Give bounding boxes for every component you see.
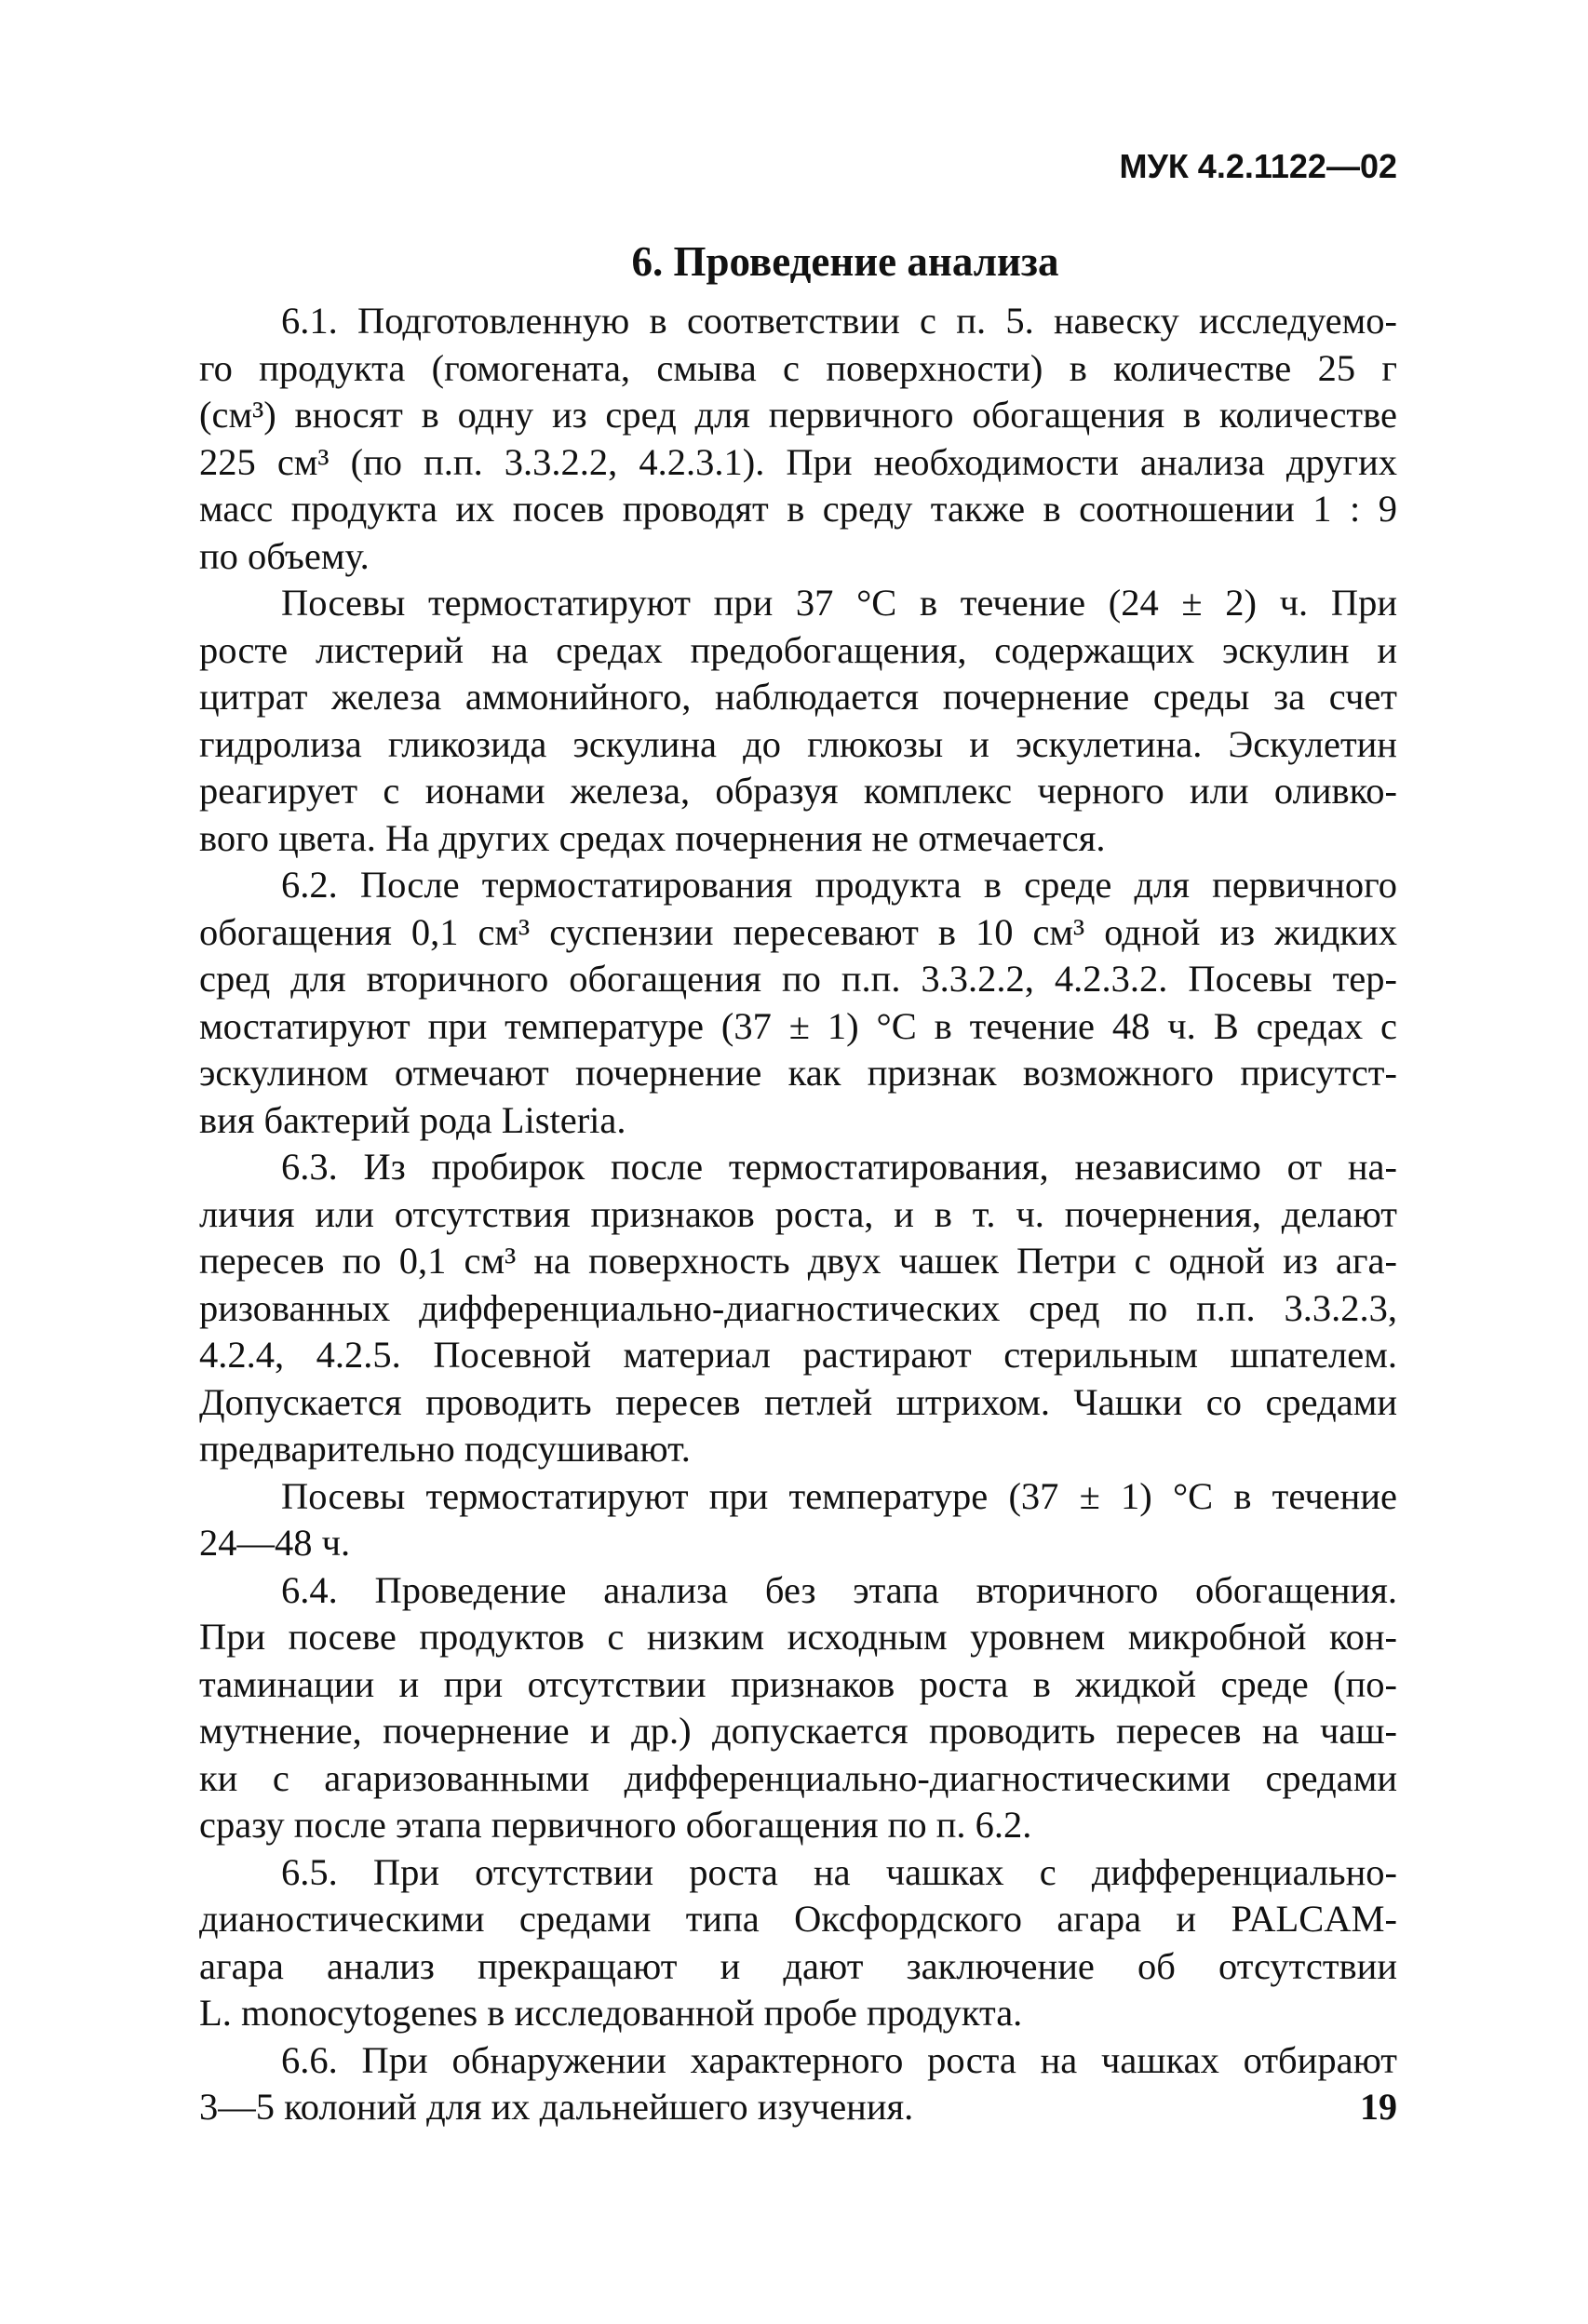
text-line: 6.5. При отсутствии роста на чашках с дифференциально- bbox=[281, 1850, 1397, 1893]
text-line: При посеве продуктов с низким исходным уровнем микробной кон- bbox=[199, 1616, 1397, 1658]
text-line: Допускается проводить пересев петлей штрихом. Чашки со средами bbox=[199, 1380, 1397, 1423]
text-line: агара анализ прекращают и дают заключение об отсутствии bbox=[199, 1944, 1397, 1987]
text-line: таминации и при отсутствии признаков роста в жидкой среде (по- bbox=[199, 1662, 1397, 1705]
text-line: Посевы термостатируют при температуре (37 ± 1) °С в течение bbox=[281, 1474, 1397, 1517]
text-line: обогащения 0,1 см³ суспензии пересевают в 10 см³ одной из жидких bbox=[199, 910, 1397, 953]
text-line: сразу после этапа первичного обогащения по п. 6.2. bbox=[199, 1804, 1032, 1846]
text-line: вия бактерий рода Listeria. bbox=[199, 1098, 626, 1141]
text-line: пересев по 0,1 см³ на поверхность двух чашек Петри с одной из ага- bbox=[199, 1240, 1397, 1282]
document-code: МУК 4.2.1122—02 bbox=[1119, 147, 1397, 185]
text-line: 6.1. Подготовленную в соответствии с п. 5. навеску исследуемо- bbox=[281, 300, 1397, 342]
text-line: 4.2.4, 4.2.5. Посевной материал растирают стерильным шпателем. bbox=[199, 1334, 1397, 1376]
text-line: Посевы термостатируют при 37 °С в течение (24 ± 2) ч. При bbox=[281, 582, 1397, 624]
text-line: 6.6. При обнаружении характерного роста на чашках отбирают bbox=[281, 2038, 1397, 2081]
text-line: по объему. bbox=[199, 534, 370, 577]
body-text bbox=[199, 298, 1397, 2131]
text-line: 24—48 ч. bbox=[199, 1522, 351, 1564]
text-line: мутнение, почернение и др.) допускается проводить пересев на чаш- bbox=[199, 1710, 1397, 1752]
text-line: 6.4. Проведение анализа без этапа вторичного обогащения. bbox=[281, 1568, 1397, 1611]
text-line: вого цвета. На других средах почернения не отмечается. bbox=[199, 816, 1106, 859]
text-line: росте листерий на средах предобогащения, содержащих эскулин и bbox=[199, 628, 1397, 671]
text-line: реагирует с ионами железа, образуя комплекс черного или оливко- bbox=[199, 770, 1397, 812]
text-line: личия или отсутствия признаков роста, и в т. ч. почернения, делают bbox=[199, 1192, 1397, 1235]
text-line: го продукта (гомогената, смыва с поверхности) в количестве 25 г bbox=[199, 346, 1397, 389]
text-line: 6.3. Из пробирок после термостатирования, независимо от на- bbox=[281, 1146, 1397, 1188]
text-line: дианостическими средами типа Оксфордского агара и PALCAM- bbox=[199, 1898, 1397, 1940]
text-line: L. monocytogenes в исследованной пробе продукта. bbox=[199, 1992, 1023, 2034]
text-line: 3—5 колоний для их дальнейшего изучения. bbox=[199, 2086, 914, 2128]
section-title: 6. Проведение анализа bbox=[631, 238, 1059, 285]
text-line: гидролиза гликозида эскулина до глюкозы и эскулетина. Эскулетин bbox=[199, 722, 1397, 765]
text-line: эскулином отмечают почернение как признак возможного присутст- bbox=[199, 1052, 1397, 1094]
text-line: ризованных дифференциально-диагностических сред по п.п. 3.3.2.3, bbox=[199, 1286, 1397, 1329]
text-line: 225 см³ (по п.п. 3.3.2.2, 4.2.3.1). При необходимости анализа других bbox=[199, 440, 1397, 483]
page-number: 19 bbox=[1360, 2086, 1397, 2128]
text-line: мостатируют при температуре (37 ± 1) °С в течение 48 ч. В средах с bbox=[199, 1004, 1397, 1047]
text-line: цитрат железа аммонийного, наблюдается почернение среды за счет bbox=[199, 676, 1397, 718]
text-line: масс продукта их посев проводят в среду также в соотношении 1 : 9 bbox=[199, 488, 1397, 530]
text-line: сред для вторичного обогащения по п.п. 3.3.2.2, 4.2.3.2. Посевы тер- bbox=[199, 958, 1397, 1000]
text-line: 6.2. После термостатирования продукта в среде для первичного bbox=[281, 864, 1397, 906]
text-line: (см³) вносят в одну из сред для первичного обогащения в количестве bbox=[199, 394, 1397, 436]
text-line: предварительно подсушивают. bbox=[199, 1428, 691, 1470]
text-line: ки с агаризованными дифференциально-диагностическими средами bbox=[199, 1756, 1397, 1799]
